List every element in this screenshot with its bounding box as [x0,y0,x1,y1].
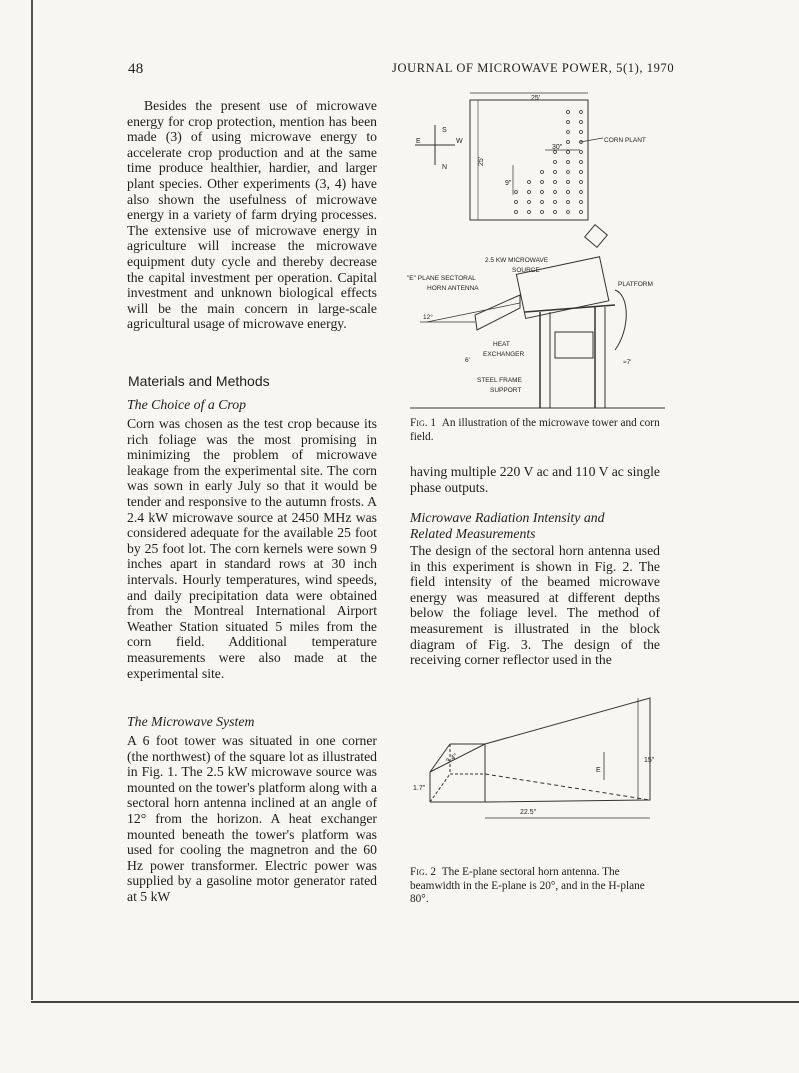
subsection-radiation-line1: Microwave Radiation Intensity and [410,510,605,525]
subsection-heading-crop: The Choice of a Crop [127,397,247,412]
fig2-dim-d: 15" [644,757,655,764]
figure-2-caption-text: The E-plane sectoral horn antenna. The beamwidth in the E-plane is 20°, and in the H-plane 80°. [410,866,645,905]
horn-antenna-shape [475,295,520,330]
fig1-platform-label: PLATFORM [618,281,653,288]
crop-paragraph: Corn was chosen as the test crop because its rich foliage was the most promising in minimizing the problem of microwave leakage from the experimental site. The corn was sown in early July so that it would be tender and responsive to the autumn frosts. A 2.4 kW microwave source at 2450 MHz was considered adequate for the available 25 foot by 25 foot lot. The corn kernels were sown 9 inches apart in standard rows at 30 inch intervals. Hourly temperatures, wind speeds, and daily precipitation data were obtained from the Montreal International Airport Weather Station situated 5 miles from the corn field. Additional temperature measurements were also made at the experimental site. [127,416,377,681]
fig2-dim-c: 22.5" [520,809,537,816]
intro-paragraph: Besides the present use of microwave energy for crop protection, mention has been made (3) of using microwave energy to accelerate crop production and at the same time produce healthier, hardier, and larger plant species. Other experiments (3, 4) have also shown the usefulness of microwave energy in a variety of farm drying processes. The extensive use of microwave energy in agriculture will increase the microwave equipment duty cycle and thereby decrease the capital investment per operation. Capital investment and unknown biological effects will be the main concern in large-scale agricultural usage of microwave energy. [127,98,377,332]
cable-path [615,290,626,350]
fig1-frame-line2: SUPPORT [490,387,522,394]
fig2-dim-a: 3.4" [445,752,460,766]
fig1-antenna-line2: HORN ANTENNA [427,285,479,292]
subsection-heading-system: The Microwave System [127,714,255,729]
fig1-plant-spacing: 9" [505,180,512,187]
section-heading: Materials and Methods [128,373,270,389]
figure-1-drawing [405,90,675,410]
horn-hidden-edge [485,774,650,800]
fig2-e-vector-label: E [596,767,601,774]
journal-running-head: JOURNAL OF MICROWAVE POWER, 5(1), 1970 [392,61,675,75]
page-number: 48 [128,61,144,77]
corn-field-outline [470,100,588,220]
figure-1 [405,90,675,410]
continuation-paragraph: having multiple 220 V ac and 110 V ac single phase outputs. [410,464,660,495]
figure-2-drawing [410,690,670,860]
corn-plant-pointer [580,138,603,142]
fig1-dim-top: 25' [531,95,541,102]
fig2-dim-b: 1.7" [413,785,426,792]
platform-line [525,305,615,312]
fig1-row-spacing: 30" [552,144,563,151]
beam-axis-line [427,303,520,322]
corn-plant-dots [515,111,583,214]
crop-paragraph-block [127,416,377,681]
horn-outline [430,698,650,802]
figure-2 [410,690,670,860]
subsection-heading-radiation [410,510,660,542]
fig1-heat-line1: HEAT [493,341,510,348]
system-paragraph: A 6 foot tower was situated in one corner (the northwest) of the square lot as illustrated in Fig. 1. The 2.5 kW microwave source was mounted on the tower's platform along with a sectoral horn antenna inclined at an angle of 12° from the horizon. A heat exchanger mounted beneath the tower's platform was used for cooling the magnetron and the 60 Hz power transformer. Electric power was supplied by a gasoline motor generator rated at 5 kW [127,733,377,904]
continuation-block [410,464,660,495]
fig1-compass-s: S [442,127,447,134]
fig1-source-line2: SOURCE [512,267,540,274]
radiation-paragraph: The design of the sectoral horn antenna used in this experiment is shown in Fig. 2. The field intensity of the beamed microwave energy was measured at different depths below the foliage level. The method of measurement is illustrated in the block diagram of Fig. 3. The design of the receiving corner reflector used in the [410,543,660,668]
fig1-frame-line1: STEEL FRAME [477,377,522,384]
fig1-tower-width: 6' [465,357,470,364]
probe-box [585,225,608,248]
intro-paragraph-block [127,98,377,332]
heat-exchanger-box [555,332,593,358]
fig1-compass-w: W [456,138,463,145]
figure-2-caption [410,866,663,907]
fig1-heat-line2: EXCHANGER [483,351,525,358]
figure-1-caption-text: An illustration of the microwave tower and corn field. [410,417,660,443]
fig1-source-line1: 2.5 KW MICROWAVE [485,257,549,264]
fig1-angle-label: 12° [423,314,433,321]
fig1-corn-plant-label: CORN PLANT [604,137,646,144]
fig1-compass-e: E [416,138,421,145]
fig1-tower-height: ≈7' [623,359,632,366]
system-paragraph-block [127,733,377,905]
figure-2-caption-prefix: Fig. 2 [410,866,437,878]
subsection-radiation-line2: Related Measurements [410,526,536,541]
fig1-antenna-line1: "E" PLANE SECTORAL [407,275,476,282]
left-scan-edge [31,0,33,1000]
figure-1-caption-prefix: Fig. 1 [410,417,437,429]
figure-1-caption [410,417,663,444]
fig1-dim-side: 25' [478,156,485,166]
bottom-scan-edge [31,1001,799,1003]
radiation-paragraph-block [410,543,660,668]
fig1-compass-n: N [442,164,448,171]
